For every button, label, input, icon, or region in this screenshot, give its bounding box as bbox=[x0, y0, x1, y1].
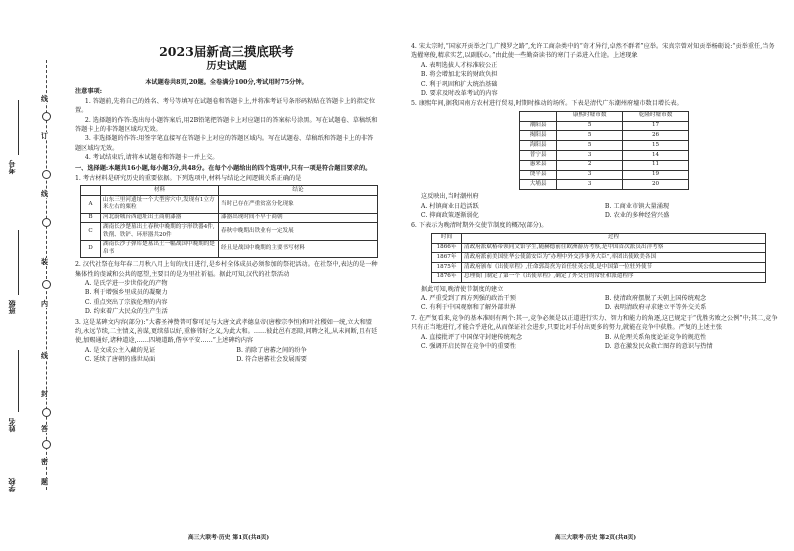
table-row bbox=[81, 196, 378, 213]
options-row bbox=[411, 211, 779, 220]
table-header-row bbox=[520, 111, 689, 121]
question-7-stem: 7. 在严复看来,竞争的基本准则有两个:其一,竞争必须是以正道进行实力、智力和能力的角逐,这已规定于“优胜劣败之公例”中;其二,竞争只有正当地进行,才能合乎进化,从而保证社会进步,只要比对手付出更多的努力,就能在竞争中获胜。严复的上述主张 bbox=[411, 314, 778, 332]
table-cell: 河北蔚城台西遗址出土商朝漆器 bbox=[101, 213, 219, 223]
binding-word: 线 bbox=[41, 351, 48, 360]
notice-item: 2. 选择题的作答:选出每小题答案后,用2B铅笔把答题卡上对应题目的答案标号涂黑。写在试题卷、草稿纸和答题卡上的非答题区域均无效。 bbox=[75, 116, 378, 134]
table-cell: 春秋中晚期出铁业有一定发展 bbox=[219, 223, 378, 240]
table-row bbox=[432, 272, 766, 282]
option-d[interactable]: D. 表明清政府寻求建立平等外交关系 bbox=[604, 304, 707, 312]
table-row bbox=[520, 180, 689, 190]
table-row bbox=[520, 160, 689, 170]
table-cell: 当时已存在严重贫富分化现象 bbox=[219, 196, 378, 213]
table-cell: 饶平县 bbox=[520, 170, 557, 180]
option-d[interactable]: D. 符合唐蕃社会发展需要 bbox=[236, 356, 307, 364]
table-cell: 山东三里河遗址一个大型窖穴中,发现有1立方米左右的粟粒 bbox=[101, 196, 219, 213]
options-row bbox=[75, 346, 378, 355]
table-cell: 20 bbox=[623, 180, 689, 190]
table-row bbox=[432, 253, 766, 263]
table-cell: 1876年 bbox=[432, 272, 462, 282]
table-cell: 清政府派斌椿带领同文馆学生,随赫德前往欧洲游历考察,是中国首次派员出洋考察 bbox=[462, 243, 766, 253]
table-header: 过程 bbox=[462, 233, 766, 243]
notice-item: 3. 非选择题的作答:用签字笔直接写在答题卡上对应的答题区域内。写在试题卷、草稿纸和答题卡上的非答题区域均无效。 bbox=[75, 135, 374, 152]
left-column bbox=[75, 38, 378, 365]
exam-info: 本试题卷共8页,20题。全卷满分100分,考试用时75分钟。 bbox=[145, 79, 308, 86]
question-5-table bbox=[519, 111, 689, 190]
option-b[interactable]: B. 从伦理关系角度论证竞争的规范性 bbox=[604, 333, 707, 341]
table-header: 时间 bbox=[432, 233, 462, 243]
option-b[interactable]: B. 将会增加北宋的财政负担 bbox=[420, 71, 498, 79]
notice-item: 1. 答题前,先将自己的姓名、考号等填写在试题卷和答题卡上,并将准考证号条形码粘贴在答题卡上的指定位置。 bbox=[75, 97, 376, 115]
page-right bbox=[397, 0, 794, 551]
option-c[interactable]: C. 利于巩固和扩大统治基础 bbox=[420, 80, 498, 88]
table-cell: 清政府颁布《出使章程》,任命郭嵩焘为首任驻英公使,是中国第一位驻外使节 bbox=[462, 263, 766, 273]
table-cell: 5 bbox=[557, 121, 623, 131]
table-header: 康熙时墟市数 bbox=[557, 111, 623, 121]
options-row bbox=[75, 355, 378, 364]
table-cell: A bbox=[81, 196, 101, 213]
table-cell: 11 bbox=[623, 160, 689, 170]
table-cell: 揭阳县 bbox=[520, 131, 557, 141]
question-5-stem: 5. 康熙年间,据我国南方农村进行贸易,时期时推动的场所。下表是清代广东潮州府墟市数目增长表。 bbox=[411, 100, 683, 108]
option-a[interactable]: A. 村镇商业日趋活跃 bbox=[420, 202, 479, 210]
table-cell: 3 bbox=[557, 170, 623, 180]
binding-word: 线 bbox=[41, 189, 48, 198]
option-a[interactable]: A. 直接批评了中国保守封建传统观念 bbox=[420, 333, 523, 341]
table-header: 材料 bbox=[101, 186, 219, 196]
options-row bbox=[411, 303, 779, 312]
table-cell: 1867年 bbox=[432, 253, 462, 263]
binding-hole-icon bbox=[42, 218, 51, 227]
section-heading: 一、选择题:本题共16小题,每小题3分,共48分。在每个小题给出的四个选项中,只有一项是符合题目要求的。 bbox=[75, 164, 372, 172]
field-line bbox=[18, 350, 19, 412]
binding-word: 线 bbox=[41, 94, 48, 103]
table-row bbox=[520, 150, 689, 160]
options-row bbox=[411, 333, 779, 342]
table-cell: 15 bbox=[623, 141, 689, 151]
table-cell: 19 bbox=[623, 170, 689, 180]
binding-word: 装 bbox=[41, 257, 48, 266]
binding-hole-icon bbox=[42, 170, 51, 179]
field-class: 班级 bbox=[7, 300, 16, 314]
option-c[interactable]: C. 抑商政策逐渐弱化 bbox=[420, 211, 479, 219]
option-b[interactable]: B. 使清政府摆脱了天朝上国传统观念 bbox=[604, 295, 707, 303]
table-cell: 3 bbox=[557, 180, 623, 190]
table-cell: D bbox=[81, 240, 101, 257]
page-footer: 高三大联考·历史 第1页(共8页) bbox=[187, 535, 270, 541]
option-c[interactable]: C. 重点突出了宗族伦理的内容 bbox=[84, 298, 168, 306]
right-column bbox=[411, 42, 779, 351]
table-row bbox=[520, 131, 689, 141]
option-b[interactable]: B. 工商业市镇大量涌现 bbox=[604, 202, 670, 210]
option-a[interactable]: A. 表明选拔人才标准较公正 bbox=[420, 61, 498, 69]
table-header bbox=[520, 111, 557, 121]
table-row bbox=[81, 240, 378, 257]
question-4-stem: 4. 宋太宗时,“国家开贡举之门,广搜罗之路”,允许工商杂类中的“奇才异行,卓然不群者”应举。宋真宗曾对知贡举杨砺说:“贡举重任,当务选擢寒俊,精求实艺,以副朕心。”由此使一些勤奋读书的寒门子弟进入仕途。上述现象 bbox=[411, 43, 775, 60]
options-row bbox=[411, 294, 779, 303]
table-cell: 湖南长沙子弹库楚墓出土一幅战国中晚期的楚帛书 bbox=[101, 240, 219, 257]
table-row bbox=[81, 223, 378, 240]
table-cell: 惠来县 bbox=[520, 160, 557, 170]
question-6-stem: 6. 下表示为晚清时期外交使节制度的概况(部分)。 bbox=[411, 222, 548, 230]
table-row bbox=[520, 170, 689, 180]
table-header-row bbox=[81, 186, 378, 196]
field-school: 学校 bbox=[7, 478, 16, 492]
table-cell: 大埔县 bbox=[520, 180, 557, 190]
table-cell: 清政府派前美国驻华公使蒲安臣为“办理中外交涉事务大臣”,率团出使欧美各国 bbox=[462, 253, 766, 263]
option-d[interactable]: D. 意在激发民众救亡图存的意识与热情 bbox=[604, 343, 713, 351]
binding-word: 封 bbox=[41, 389, 48, 398]
table-header bbox=[81, 186, 101, 196]
binding-word: 题 bbox=[41, 477, 48, 486]
table-cell: 海阳县 bbox=[520, 141, 557, 151]
table-row bbox=[432, 263, 766, 273]
table-cell: 潮阳县 bbox=[520, 121, 557, 131]
option-c[interactable]: C. 有利于中国观察和了解外部世界 bbox=[420, 304, 516, 312]
table-cell: 17 bbox=[623, 121, 689, 131]
field-exam-number: 考号 bbox=[7, 160, 16, 174]
question-1-table bbox=[80, 185, 378, 258]
notice-item: 4. 考试结束后,请将本试题卷和答题卡一并上交。 bbox=[84, 154, 219, 162]
option-c[interactable]: C. 强调开启民智在竞争中的重要性 bbox=[420, 343, 516, 351]
binding-word: 密 bbox=[41, 457, 48, 466]
options-row bbox=[411, 342, 779, 351]
question-6-table bbox=[431, 233, 766, 283]
option-d[interactable]: D. 要求及时改革考试的内容 bbox=[420, 90, 498, 98]
notice-heading: 注意事项: bbox=[75, 88, 103, 96]
binding-hole-icon bbox=[42, 408, 51, 417]
binding-hole-icon bbox=[42, 440, 51, 449]
binding-word: 订 bbox=[41, 131, 48, 140]
binding-word: 答 bbox=[41, 424, 48, 433]
page-footer: 高三大联考·历史 第2页(共8页) bbox=[554, 535, 637, 541]
table-header-row bbox=[432, 233, 766, 243]
binding-word: 内 bbox=[41, 299, 48, 308]
option-a[interactable]: A. 是文成公主入藏的见证 bbox=[84, 346, 156, 354]
table-cell: B bbox=[81, 213, 101, 223]
question-2-stem: 2. 汉代社祭在每年春二月秋八月上旬的戊日进行,是乡村全体成员必须参加的祭祀活动。在社祭中,表达的是一种集体性的虔诚和公共的愿望,主要目的是为里社祈福。据此可知,汉代的社祭活动 bbox=[75, 261, 378, 278]
option-d[interactable]: D. 约束着广大民众的生产生活 bbox=[84, 308, 168, 316]
option-a[interactable]: A. 是氏学进一步世俗化的产物 bbox=[84, 279, 168, 287]
table-cell: 湖南长沙楚墓出土春秋中晚期的字形铁器4件,铁削、铁铲、环形器共20件 bbox=[101, 223, 219, 240]
binding-margin bbox=[0, 0, 70, 551]
exam-title: 2023届新高三摸底联考 bbox=[159, 44, 294, 59]
table-cell: 2 bbox=[557, 160, 623, 170]
table-cell: 漆器出现时间不早于商朝 bbox=[219, 213, 378, 223]
table-header: 乾隆时墟市数 bbox=[623, 111, 689, 121]
option-c[interactable]: C. 延续了唐朝的盛世局面 bbox=[84, 356, 156, 364]
table-cell: 5 bbox=[557, 141, 623, 151]
option-a[interactable]: A. 严重受到了西方列强的政治干预 bbox=[420, 295, 516, 303]
table-cell: 普宁县 bbox=[520, 150, 557, 160]
options-row bbox=[411, 202, 779, 211]
question-6-lead: 据此可知,晚清使节制度的建立 bbox=[420, 285, 504, 293]
table-row bbox=[81, 213, 378, 223]
table-cell: 3 bbox=[557, 150, 623, 160]
table-cell: 1875年 bbox=[432, 263, 462, 273]
table-cell: 14 bbox=[623, 150, 689, 160]
option-b[interactable]: B. 消除了唐蕃之间的纷争 bbox=[236, 346, 307, 354]
field-name: 姓名 bbox=[7, 418, 16, 432]
table-cell: 5 bbox=[557, 131, 623, 141]
table-row bbox=[432, 243, 766, 253]
table-cell: 26 bbox=[623, 131, 689, 141]
binding-hole-icon bbox=[42, 112, 51, 121]
field-line bbox=[18, 100, 19, 155]
table-cell: C bbox=[81, 223, 101, 240]
question-5-lead: 这反映出,当时潮州府 bbox=[420, 193, 479, 201]
option-b[interactable]: B. 利于增强乡里成员的凝聚力 bbox=[84, 289, 168, 297]
table-cell: 经且是战国中晚期的主要书写材料 bbox=[219, 240, 378, 257]
table-header: 结论 bbox=[219, 186, 378, 196]
binding-hole-icon bbox=[42, 280, 51, 289]
question-1-stem: 1. 考古材料是研究历史的重要依据。下列选项中,材料与结论之间逻辑关系正确的是 bbox=[75, 175, 302, 183]
table-cell: 1866年 bbox=[432, 243, 462, 253]
exam-subtitle: 历史试题 bbox=[206, 61, 247, 72]
question-3-stem: 3. 这是某碑文内容(部分):“大蕃圣神赞普可黎可足与大唐文武孝德皇帝(唐穆宗李恒)和叶社稷如一统,立大和盟约,永远节续,二主情义,善谋,更续慕以好,重修邻好之义,为此大和。……彼此邑有恶隙,问聘之礼,从未间断,且有廷使,加赐通好,诸种道途,……四境道路,偕享平安……”上述碑约内容 bbox=[75, 318, 378, 345]
table-row bbox=[520, 121, 689, 131]
field-line bbox=[18, 230, 19, 295]
option-d[interactable]: D. 农业的多种经营兴盛 bbox=[604, 211, 670, 219]
table-row bbox=[520, 141, 689, 151]
table-cell: 总理衙门制定了第一个《出使章程》,确定了外交官的常驻和派遣程序 bbox=[462, 272, 766, 282]
